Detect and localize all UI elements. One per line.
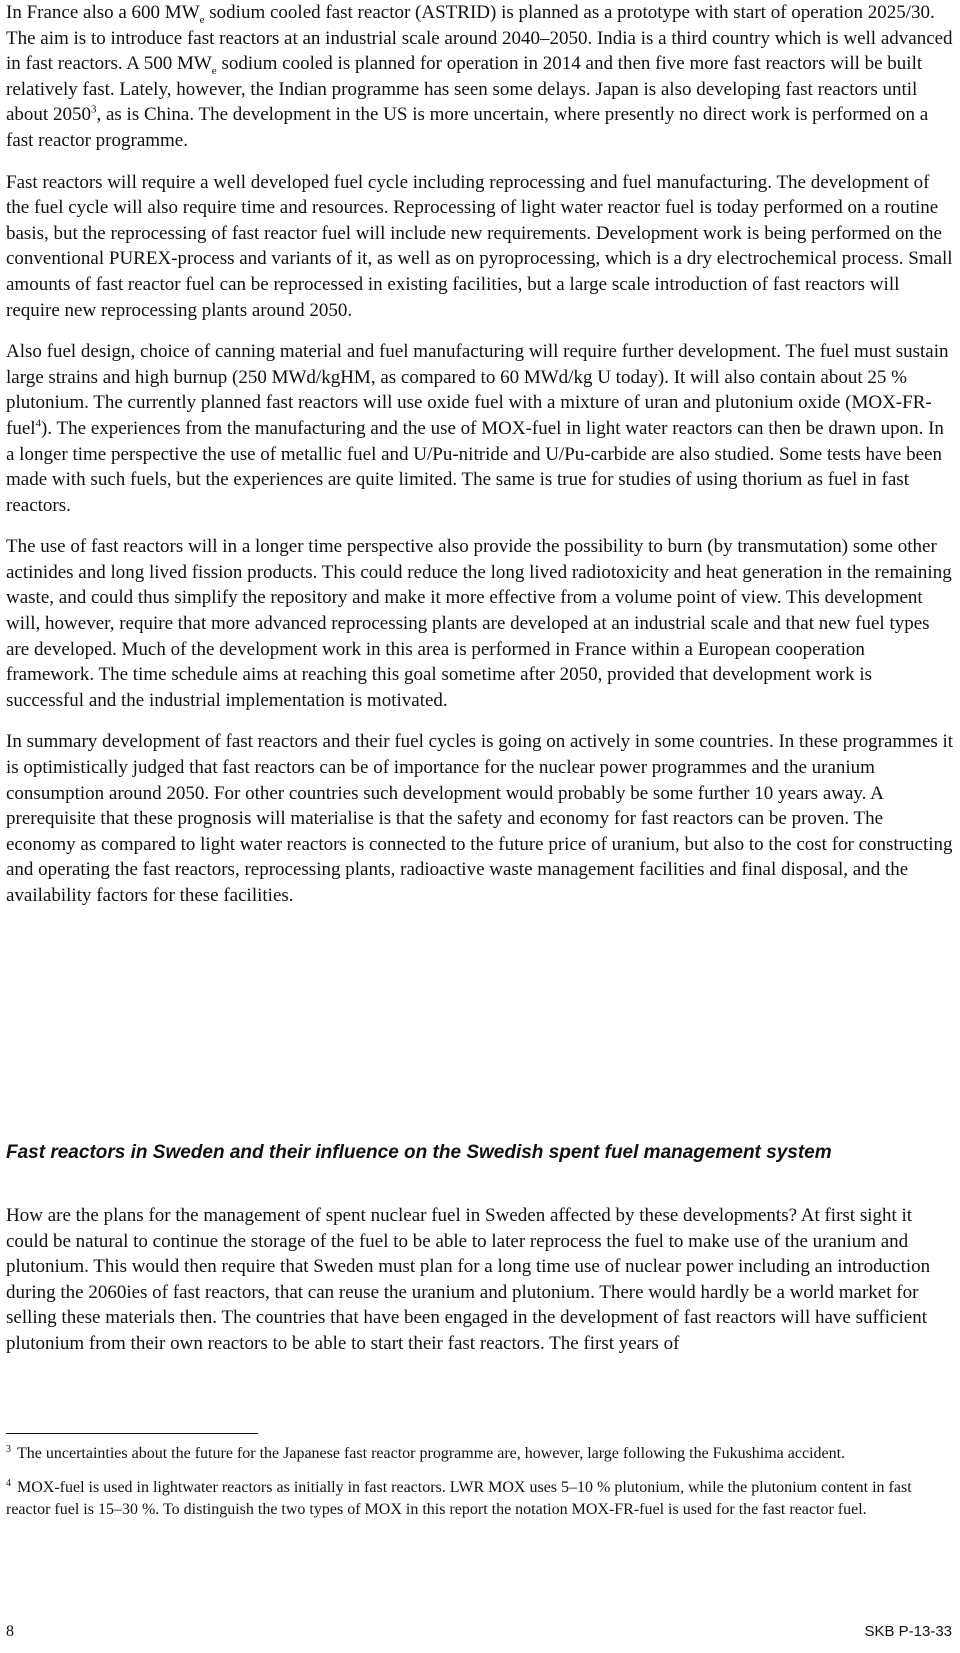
footnote-text: MOX-fuel is used in lightwater reactors as initially in fast reactors. LWR MOX uses 5–10 % plutonium, while the plutonium content in fast reactor fuel is 15–30 %. To distinguish the two types of MOX in this report the notation MOX-FR-fuel is used for the fast reactor fuel.	[6, 1479, 912, 1518]
text-run: Also fuel design, choice of canning material and fuel manufacturing will require further development. The fuel must sustain large strains and high burnup (250 MWd/kgHM, as compared to 60 MWd/kg U today). It will also contain about 25 % plutonium. The currently planned fast reactors will use oxide fuel with a mixture of uran and plutonium oxide (MOX-FR-fuel	[6, 341, 949, 439]
text-run: In France also a 600 MW	[6, 2, 200, 23]
document-page	[6, 0, 954, 909]
paragraph-transmutation: The use of fast reactors will in a longer time perspective also provide the possibility to burn (by transmutation) some other actinides and long lived fission products. This could reduce the long lived radiotoxicity and heat generation in the remaining waste, and could thus simplify the repository and make it more effective from a volume point of view. This development will, however, require that more advanced reprocessing plants are developed at an industrial scale and that new fuel types are developed. Much of the development work in this area is performed in France within a European cooperation framework. The time schedule aims at reaching this goal sometime after 2050, provided that development work is successful and the industrial implementation is motivated.	[6, 536, 952, 711]
paragraph-sweden-plans: How are the plans for the management of spent nuclear fuel in Sweden affected by these developments? At first sight it could be natural to continue the storage of the fuel to be able to later reprocess the fuel to make use of the uranium and plutonium. This would then require that Sweden must plan for a long time use of nuclear power including an introduction during the 2060ies of fast reactors, that can reuse the uranium and plutonium. There would hardly be a world market for selling these materials then. The countries that have been engaged in the development of fast reactors will have sufficient plutonium from their own reactors to be able to start their fast reactors. The first years of	[6, 1205, 931, 1354]
footnote-text: The uncertainties about the future for the Japanese fast reactor programme are, however, large following the Fukushima accident.	[17, 1445, 846, 1462]
footnote-number: 4	[6, 1478, 11, 1489]
report-id: SKB P-13-33	[864, 1623, 952, 1640]
text-run: sodium cooled fast reactor (ASTRID) is planned as a prototype with start of operation 2025/30. The aim is to introduce fast reactors at an industrial scale around 2040–2050. India is a third country which is well advanced in fast reactors. A 500 MW	[6, 2, 953, 75]
footnote-4	[6, 1477, 954, 1521]
paragraph-fast-reactor-programmes	[6, 0, 954, 154]
footnote-ref-3: 3	[90, 104, 97, 117]
page-number: 8	[6, 1623, 14, 1640]
paragraph-fuel-cycle: Fast reactors will require a well developed fuel cycle including reprocessing and fuel manufacturing. The development of the fuel cycle will also require time and resources. Reprocessing of light water reactor fuel is today performed on a routine basis, but the reprocessing of fast reactor fuel will include new requirements. Development work is being performed on the conventional PUREX-process and variants of it, as well as on pyroprocessing, which is a dry electrochemical process. Small amounts of fast reactor fuel can be reprocessed in existing facilities, but a large scale introduction of fast reactors will require new reprocessing plants around 2050.	[6, 171, 953, 321]
text-run: , as is China. The development in the US is more uncertain, where presently no direct work is performed on a fast reactor programme.	[6, 104, 929, 151]
footnote-ref-4: 4	[35, 417, 42, 430]
paragraph-summary: In summary development of fast reactors and their fuel cycles is going on actively in some countries. In these programmes it is optimistically judged that fast reactors can be of importance for the nuclear power programmes and the uranium consumption around 2050. For other countries such development would probably be some further 10 years away. A prerequisite that these prognosis will materialise is that the safety and economy for fast reactors can be proven. The economy as compared to light water reactors is connected to the future price of uranium, but also to the cost for constructing and operating the fast reactors, reprocessing plants, radioactive waste management facilities and final disposal, and the availability factors for these facilities.	[6, 731, 954, 906]
footnote-3	[6, 1443, 954, 1465]
section-heading: Fast reactors in Sweden and their influence on the Swedish spent fuel management system	[6, 1142, 832, 1163]
section-body	[6, 1203, 954, 1357]
subscript-e: e	[211, 64, 217, 77]
subscript-e: e	[199, 13, 205, 26]
footnotes	[6, 1443, 954, 1533]
footnote-divider	[6, 1433, 258, 1434]
text-run: sodium cooled is planned for operation in 2014 and then five more fast reactors will be built relatively fast. Lately, however, the Indian programme has seen some delays. Japan is also developing fast reactors until about 2050	[6, 53, 923, 126]
footnote-number: 3	[6, 1444, 11, 1455]
text-run: ). The experiences from the manufacturing and the use of MOX-fuel in light water reactors can then be drawn upon. In a longer time perspective the use of metallic fuel and U/Pu-nitride and U/Pu-carbide are also studied. Some tests have been made with such fuels, but the experiences are quite limited. The same is true for studies of using thorium as fuel in fast reactors.	[6, 417, 944, 516]
paragraph-fuel-design	[6, 339, 954, 518]
